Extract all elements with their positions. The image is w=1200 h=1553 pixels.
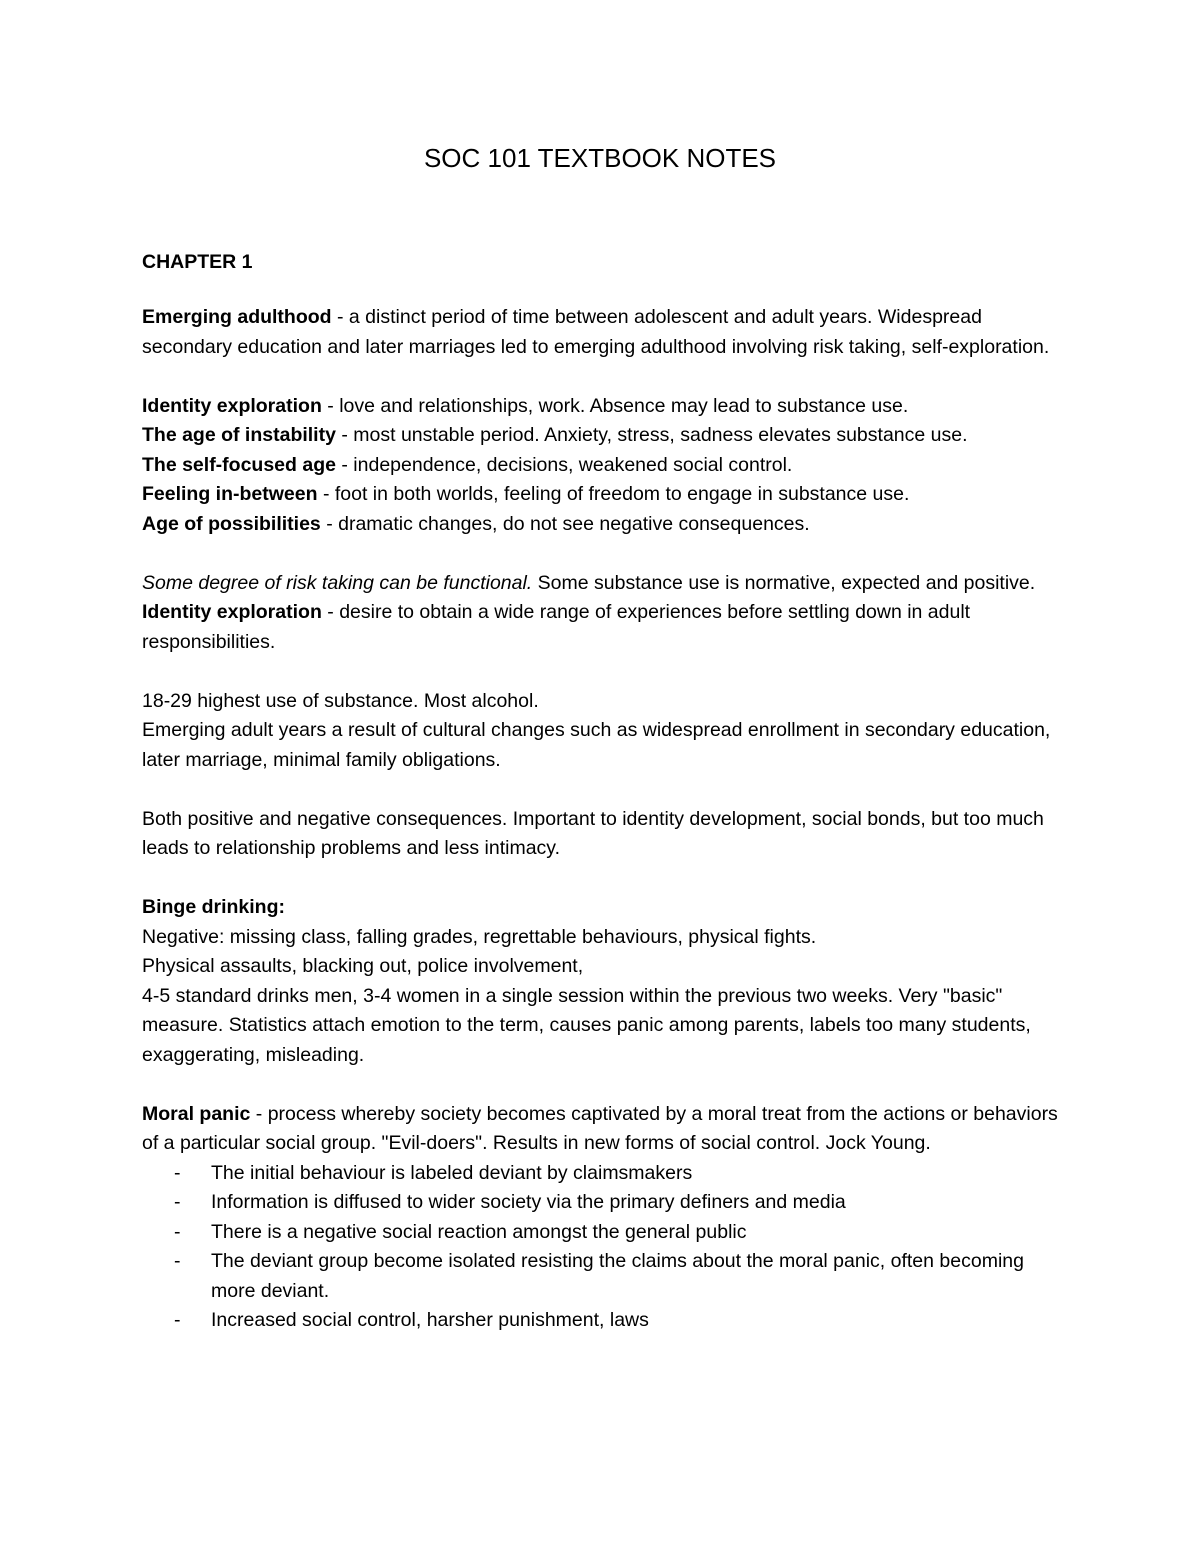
stage-text: - dramatic changes, do not see negative consequences. — [320, 512, 810, 535]
binge-assaults-line: Physical assaults, blacking out, police involvement, — [142, 955, 584, 977]
list-item-text: Information is diffused to wider society via the primary definers and media — [211, 1191, 846, 1213]
stage-line — [142, 392, 1062, 422]
list-item — [142, 1188, 1062, 1218]
dash-bullet: - — [174, 1161, 181, 1184]
emerging-adulthood-term: Emerging adulthood — [142, 306, 332, 328]
dash-bullet: - — [174, 1250, 181, 1272]
stage-line — [142, 451, 1062, 481]
list-item-text: There is a negative social reaction amongst the general public — [211, 1220, 747, 1243]
stage-text: - love and relationships, work. Absence may lead to substance use. — [321, 394, 909, 417]
moral-panic-section — [142, 1100, 1062, 1336]
moral-panic-term: Moral panic — [142, 1102, 251, 1125]
cultural-changes-line: Emerging adult years a result of cultural changes such as widespread enrollment in secondary education, later marriage, minimal family obligations. — [142, 719, 1051, 771]
binge-measure-line: 4-5 standard drinks men, 3-4 women in a single session within the previous two weeks. Very "basic" measure. Statistics attach emotion to the term, causes panic among parents, labels too many students, exaggerating, misleading. — [142, 984, 1031, 1066]
risk-italic-text: Some degree of risk taking can be functional. — [142, 571, 533, 594]
list-item — [142, 1306, 1062, 1336]
moral-panic-paragraph — [142, 1100, 1062, 1159]
chapter-heading: CHAPTER 1 — [142, 251, 253, 273]
statistics-line: 18-29 highest use of substance. Most alcohol. — [142, 689, 539, 712]
stage-text: - most unstable period. Anxiety, stress, sadness elevates substance use. — [335, 424, 968, 446]
risk-paragraph — [142, 569, 1062, 658]
emerging-adulthood-text: - a distinct period of time between adolescent and adult years. Widespread secondary education and later marriages led to emerging adulthood involving risk taking, self-exploration. — [142, 306, 1050, 358]
stage-text: - foot in both worlds, feeling of freedom to engage in substance use. — [317, 483, 910, 505]
stage-line — [142, 421, 1062, 451]
stage-term: The self-focused age — [142, 453, 336, 476]
statistics-paragraph — [142, 687, 1062, 776]
binge-negative-line: Negative: missing class, falling grades, regrettable behaviours, physical fights. — [142, 925, 817, 948]
dash-bullet: - — [174, 1220, 181, 1243]
list-item-text: The initial behaviour is labeled deviant by claimsmakers — [211, 1161, 693, 1184]
document-title: SOC 101 TEXTBOOK NOTES — [423, 143, 777, 173]
document-body — [142, 303, 1062, 1336]
risk-text: Some substance use is normative, expected and positive. — [532, 571, 1036, 594]
consequences-paragraph: Both positive and negative consequences. Important to identity development, social bonds, but too much leads to relationship problems and less intimacy. — [142, 807, 1044, 859]
list-item — [142, 1218, 1062, 1248]
stage-term: The age of instability — [142, 424, 336, 446]
emerging-adulthood-paragraph — [142, 303, 1062, 362]
document-page — [142, 0, 1062, 1553]
moral-panic-text: - process whereby society becomes captivated by a moral treat from the actions or behaviors of a particular social group. "Evil-doers". Results in new forms of social control. Jock Young. — [142, 1102, 1058, 1154]
binge-drinking-paragraph — [142, 893, 1062, 1070]
identity-exploration-text: - desire to obtain a wide range of experiences before settling down in adult responsibilities. — [142, 601, 971, 653]
moral-panic-list — [142, 1159, 1062, 1336]
stage-term: Identity exploration — [142, 394, 322, 417]
list-item — [142, 1159, 1062, 1189]
list-item — [142, 1247, 1062, 1306]
list-item-text: Increased social control, harsher punishment, laws — [211, 1309, 649, 1331]
binge-drinking-heading: Binge drinking: — [142, 896, 285, 918]
list-item-text: The deviant group become isolated resisting the claims about the moral panic, often becoming more deviant. — [211, 1250, 1024, 1302]
stage-text: - independence, decisions, weakened social control. — [335, 453, 793, 476]
stage-line — [142, 480, 1062, 510]
stage-term: Feeling in-between — [142, 483, 318, 505]
dash-bullet: - — [174, 1191, 181, 1213]
dash-bullet: - — [174, 1309, 181, 1331]
stage-term: Age of possibilities — [142, 512, 321, 535]
stages-paragraph — [142, 392, 1062, 540]
identity-exploration-term: Identity exploration — [142, 601, 322, 623]
stage-line — [142, 510, 1062, 540]
